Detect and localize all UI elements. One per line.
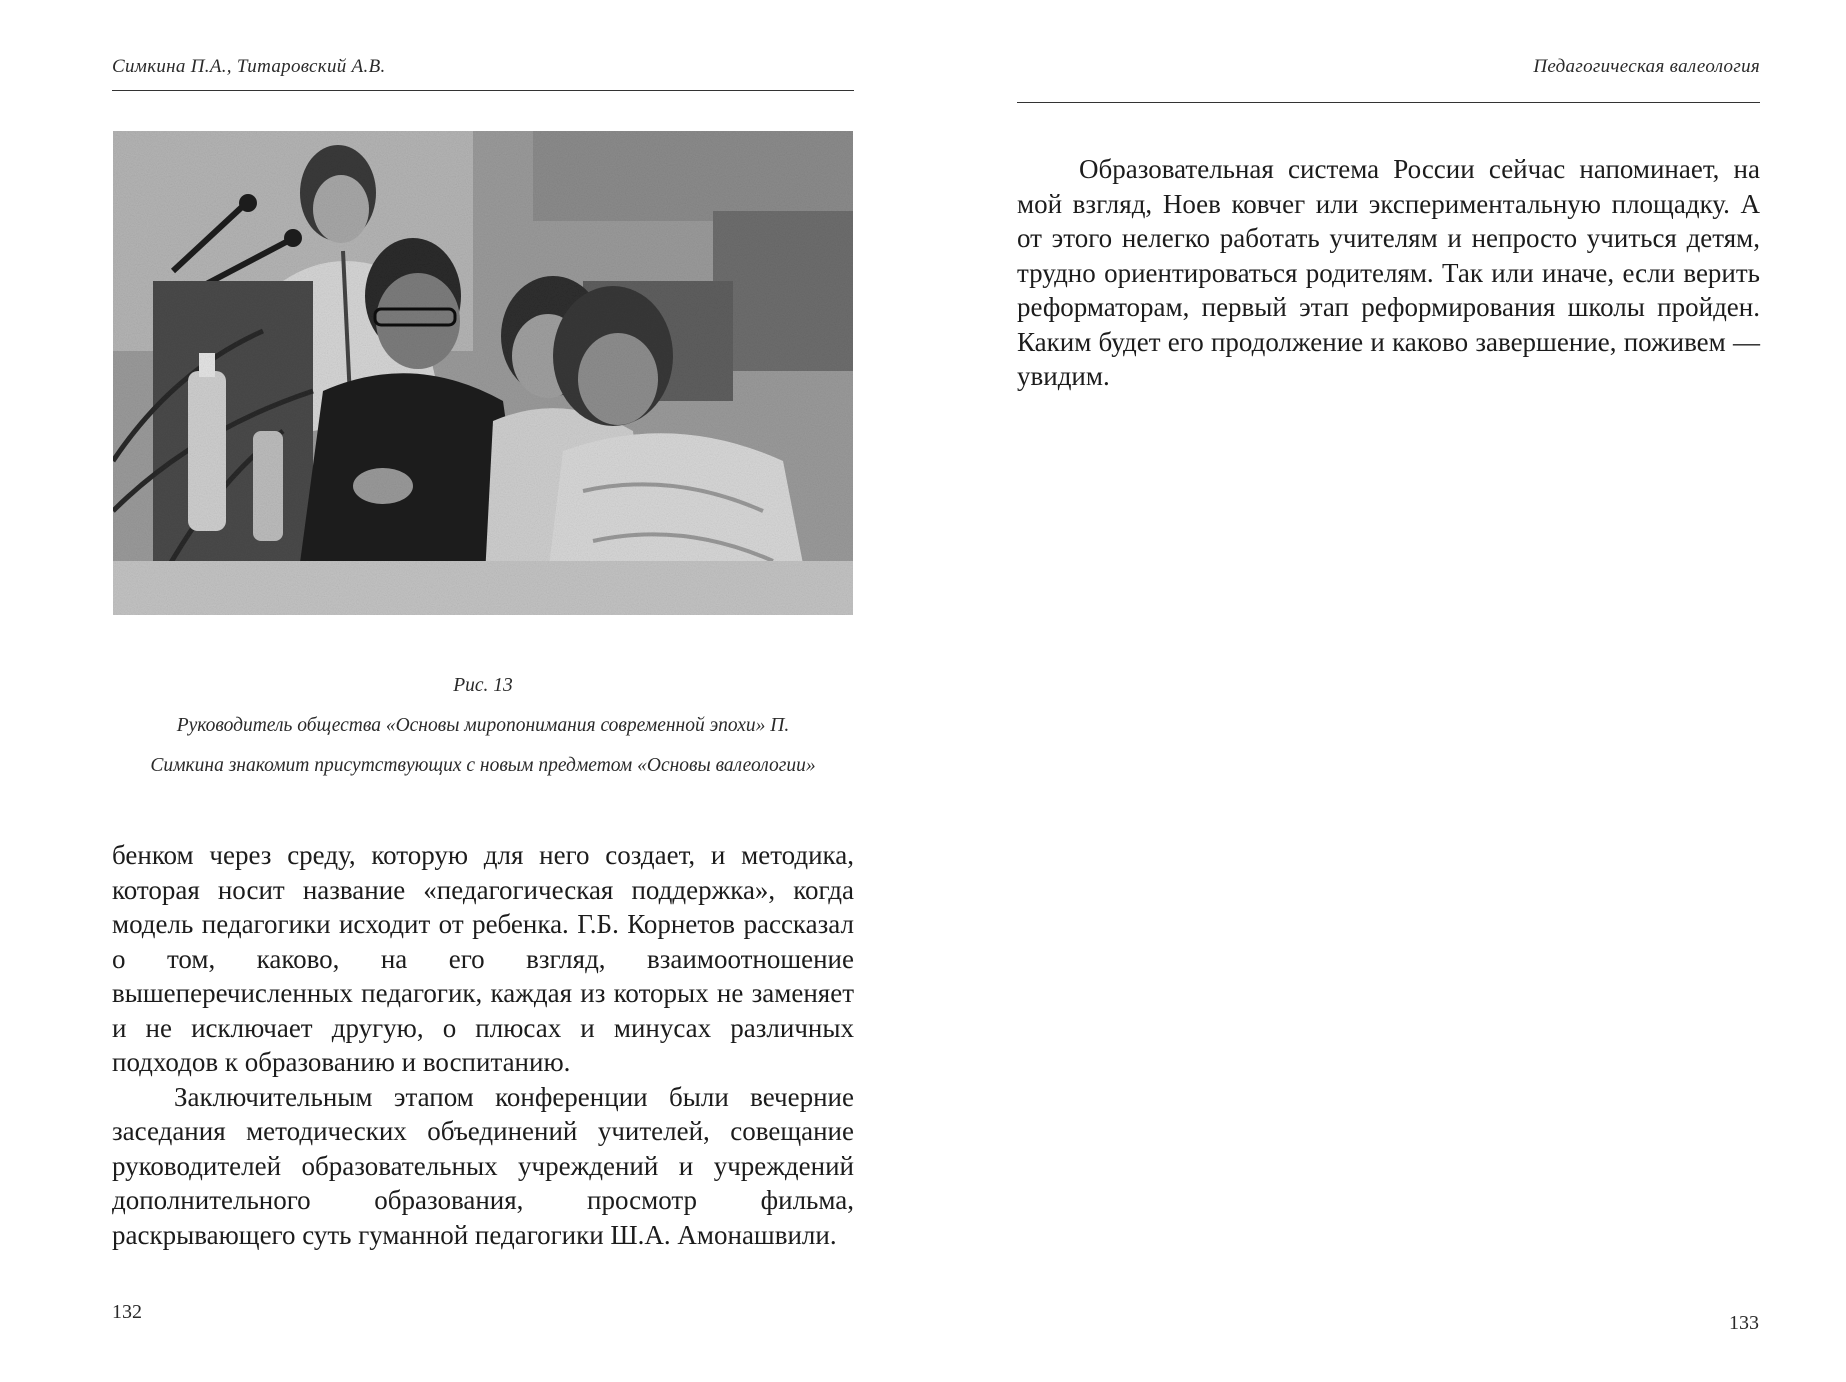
figure-number: Рис. 13 <box>453 675 513 696</box>
header-rule <box>112 90 854 91</box>
left-page-body <box>112 838 854 1252</box>
header-rule <box>1017 102 1760 103</box>
running-head-title: Педагогическая валеология <box>1533 56 1760 77</box>
paragraph: бенком через среду, которую для него создает, и методика, которая носит название «педагогическая поддержка», когда модель педагогики исходит от ребенка. Г.Б. Корнетов рассказал о том, каково, на его взгляд, взаимоотношение вышеперечисленных педагогик, каждая из которых не заменяет и не исключает другую, о плюсах и минусах различных подходов к образованию и воспитанию. <box>112 840 854 1077</box>
page-number: 133 <box>1729 1312 1759 1334</box>
paragraph: Заключительным этапом конференции были вечерние заседания методических объединений учителей, совещание руководителей образовательных учреждений и учреждений дополнительного образования, просмотр фильма, раскрывающего суть гуманной педагогики Ш.А. Амонашвили. <box>112 1081 854 1250</box>
page-number: 132 <box>112 1301 142 1323</box>
running-head-authors: Симкина П.А., Титаровский А.В. <box>112 56 386 77</box>
paragraph: Образовательная система России сейчас напоминает, на мой взгляд, Ноев ковчег или экспериментальную площадку. А от этого нелегко работать учителям и непросто учиться детям, трудно ориентироваться родителям. Так или иначе, если верить реформаторам, первый этап реформирования школы пройден. Каким будет его продолжение и каково завершение, поживем — увидим. <box>1017 154 1760 391</box>
conference-photo <box>113 131 853 615</box>
figure-caption <box>140 666 826 786</box>
right-page <box>923 0 1846 1382</box>
right-page-body <box>1017 152 1760 394</box>
photo-illustration <box>113 131 853 615</box>
figure-caption-text: Руководитель общества «Основы миропонимания современной эпохи» П. Симкина знакомит присутствующих с новым предметом «Основы валеологии» <box>150 715 816 776</box>
